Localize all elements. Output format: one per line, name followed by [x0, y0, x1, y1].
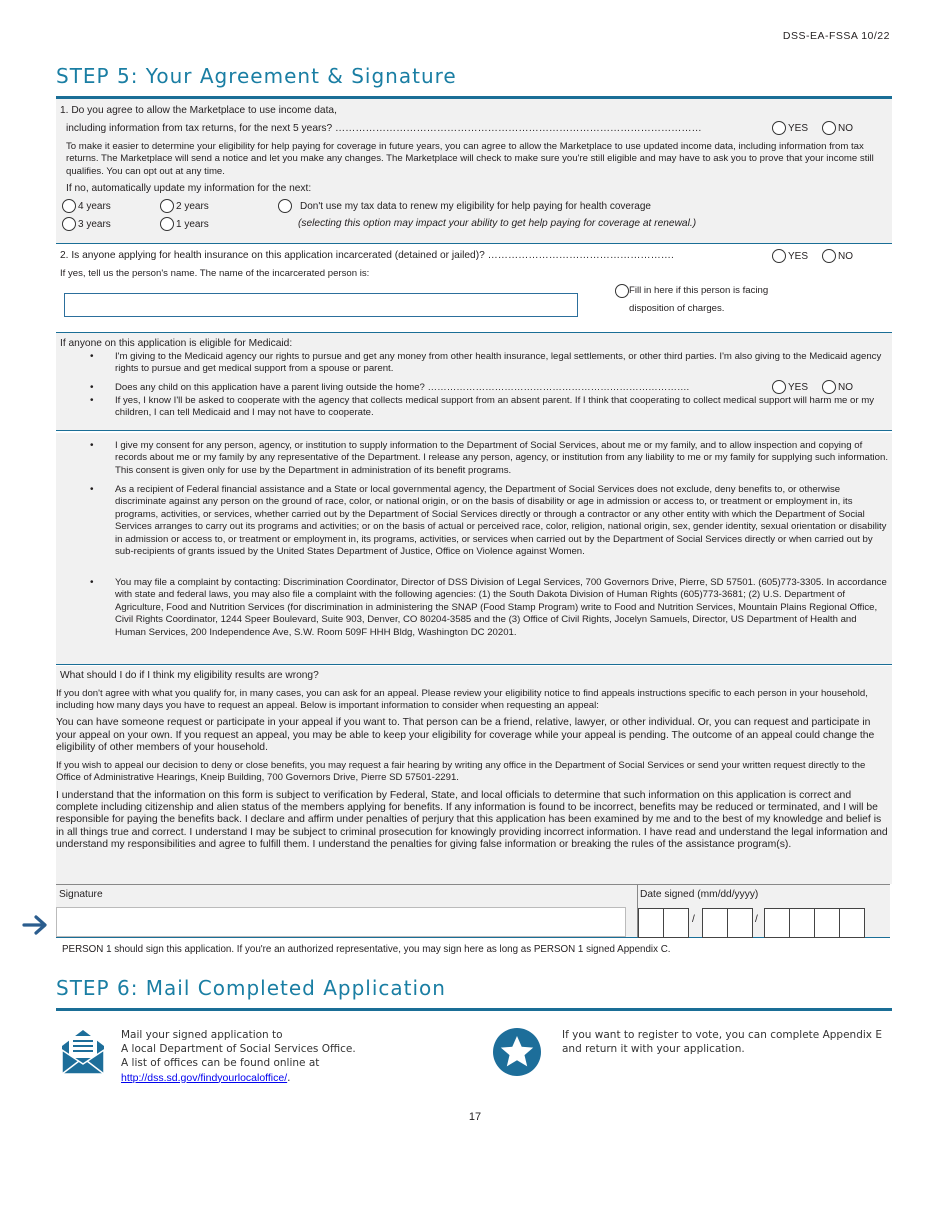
appeal-panel: [56, 666, 892, 884]
date-slash: /: [692, 914, 695, 925]
q2-question: 2. Is anyone applying for health insurance on this application incarcerated (detained or jailed)? ……………………………………………….: [60, 250, 674, 261]
q1-4years-radio[interactable]: [62, 199, 76, 213]
date-slash: /: [755, 914, 758, 925]
q2-yes-radio[interactable]: [772, 249, 786, 263]
medicaid-no-radio[interactable]: [822, 380, 836, 394]
appeal-paragraph-2: You can have someone request or participate in your appeal if you want to. That person can be a friend, relative, lawyer, or other individual. Or, you can request and participate in your appeal on your own. If you request an appeal, you may be able to keep your eligibility for coverage while your appeal is pending. The outcome of an appeal could change the eligibility of other members of your household.: [56, 717, 875, 754]
signature-row: [56, 884, 890, 938]
q1-3years-radio[interactable]: [62, 217, 76, 231]
mail-instructions: [121, 1028, 356, 1085]
date-digit-cell[interactable]: [638, 908, 664, 938]
q1-yes-radio[interactable]: [772, 121, 786, 135]
step6-rule: [56, 1008, 892, 1011]
medicaid-panel: [56, 333, 892, 431]
mail-line-1: Mail your signed application to: [121, 1029, 283, 1041]
date-digit-cell[interactable]: [663, 908, 689, 938]
star-icon: [492, 1027, 542, 1077]
date-digit-cell[interactable]: [839, 908, 865, 938]
medicaid-yes-radio[interactable]: [772, 380, 786, 394]
arrow-right-icon: [22, 914, 50, 936]
date-signed-label: Date signed (mm/dd/yyyy): [640, 889, 759, 900]
date-digit-cell[interactable]: [727, 908, 753, 938]
q1-no-radio[interactable]: [822, 121, 836, 135]
bullet: •: [90, 577, 94, 588]
form-code: DSS-EA-FSSA 10/22: [782, 30, 890, 42]
q1-dont-use-radio[interactable]: [278, 199, 292, 213]
consent-bullet-3: You may file a complaint by contacting: Discrimination Coordinator, Director of DSS Division of Legal Services, 700 Governors Drive, Pierre, SD 57501. (605)773-3305. In accordance with state and federal laws, you may also file a complaint with the following agencies: (1) the South Dakota Division of Human Rights (605)773-3681; (2) U.S. Department of Agriculture, Food and Nutrition Services (for discrimination in administering the SNAP (Food Stamp Program) write to Food and Nutrition Services, Mountain Plains Regional Office, Civil Rights Coordinator, 1244 Speer Boulevard, Suite 903, Denver, CO 80204-3585 and the (3) Office of Civil Rights, Jocelyn Samuels, Director, US Department of Health and Human Services, 200 Independence Ave, S.W. Room 509F HHH Bldg, Washington DC 20201.: [115, 577, 887, 638]
date-digit-cell[interactable]: [702, 908, 728, 938]
date-digit-cell[interactable]: [814, 908, 840, 938]
bullet: •: [90, 395, 94, 406]
q1-line1: 1. Do you agree to allow the Marketplace to use income data,: [60, 105, 337, 116]
date-digit-cell[interactable]: [764, 908, 790, 938]
date-signed-field[interactable]: [638, 908, 890, 936]
q2-if-yes: If yes, tell us the person's name. The name of the incarcerated person is:: [60, 268, 370, 279]
appeal-paragraph-1: If you don't agree with what you qualify for, in many cases, you can ask for an appeal. Please review your eligibility notice to find appeals instructions specific to each person in your household, including how many days you have to request an appeal. Below is important information to consider when requesting an appeal:: [56, 688, 868, 712]
consent-bullet-2: As a recipient of Federal financial assistance and a State or local governmental agency, the Department of Social Services does not exclude, deny benefits to, or otherwise discriminate against any person on the ground of race, color, or national origin, or on the basis of disability or age in admission or access to, or treatment or employment in, its programs, activities, or services, whether carried out by the Department of Social Services directly or through a contractor or any other entity with which the Department of Social Services arranges to carry out its programs and activities; or on the basis of actual or perceived race, color, religion, national origin, sex, gender identity, sexual orientation or disability in admission or access to, or treatment or employment in, its programs, activities, or services when carried out by the Department of Social Services directly or when carried out by sub-recipients of grants issued by the United States Department of Justice, Office on Violence against Women.: [115, 484, 887, 558]
q1-2years-radio[interactable]: [160, 199, 174, 213]
local-office-link[interactable]: http://dss.sd.gov/findyourlocaloffice/: [121, 1071, 288, 1084]
appeal-heading: What should I do if I think my eligibility results are wrong?: [60, 670, 319, 681]
q1-dont-use-option[interactable]: Don't use my tax data to renew my eligibility for help paying for health coverage: [278, 199, 651, 213]
q1-no-option[interactable]: NO: [822, 121, 853, 135]
consent-panel: [56, 433, 892, 665]
mail-line-3: A list of offices can be found online at: [121, 1057, 320, 1070]
q1-1years-option[interactable]: 1 years: [160, 217, 209, 231]
q1-4years-option[interactable]: 4 years: [62, 199, 111, 213]
disposition-label-2: disposition of charges.: [629, 303, 725, 314]
incarcerated-person-name-input[interactable]: [64, 293, 578, 317]
q1-panel: [56, 99, 892, 244]
medicaid-yes-option[interactable]: YES: [772, 380, 808, 394]
q1-line2: including information from tax returns, for the next 5 years? ………………………………………………………………………………………………: [66, 123, 702, 134]
mail-line-2: A local Department of Social Services Office.: [121, 1043, 356, 1056]
appeal-paragraph-4: I understand that the information on this form is subject to verification by Federal, State, and local officials to determine that such information on this application is correct and complete including citizenship and alien status of the members applying for benefits. If any information is found to be incorrect, benefits may be reduced or terminated, and I will be responsible for paying the benefits back. I declare and affirm under penalties of perjury that this application has been examined by me and to the best of my knowledge and belief is in all things true and correct. I understand I may be subject to criminal prosecution for knowingly providing incorrect information. I have read and understand the legal information and understand my responsibilities and agree to fulfill them. I understand the penalties for giving false information or breaking the rules of the assistance program(s).: [56, 790, 888, 850]
q1-2years-option[interactable]: 2 years: [160, 199, 209, 213]
q1-explanation: To make it easier to determine your eligibility for help paying for coverage in future years, you can agree to allow the Marketplace to use updated income data, including information from tax returns. The Marketplace will send a notice and let you make any changes. The Marketplace will check to make sure you're still eligible and may have to ask you to prove that your income still qualifies. You can opt out at any time.: [66, 141, 874, 177]
signature-note: PERSON 1 should sign this application. If you're an authorized representative, you may sign here as long as PERSON 1 signed Appendix C.: [62, 944, 671, 955]
bullet: •: [90, 440, 94, 451]
q2-no-option[interactable]: NO: [822, 249, 853, 263]
q2-no-radio[interactable]: [822, 249, 836, 263]
signature-field[interactable]: [56, 907, 626, 937]
signature-label: Signature: [59, 889, 103, 900]
q2-yes-option[interactable]: YES: [772, 249, 808, 263]
step5-title: STEP 5: Your Agreement & Signature: [56, 64, 457, 88]
medicaid-intro: If anyone on this application is eligible for Medicaid:: [60, 338, 293, 349]
vote-text: If you want to register to vote, you can complete Appendix E and return it with your application.: [562, 1029, 882, 1056]
consent-bullet-1: I give my consent for any person, agency, or institution to supply information to the Department of Social Services, about me or my family, and to allow inspection and copying of records about me or my family by any representative of the Department. I release any person, agency, or institution from any liability to me or my family for supplying such information. This consent is given only for use by the Department in administration of its benefit programs.: [115, 440, 888, 476]
bullet: •: [90, 484, 94, 495]
bullet: •: [90, 351, 94, 362]
q1-if-no: If no, automatically update my information for the next:: [66, 183, 312, 194]
medicaid-bullet-1: I'm giving to the Medicaid agency our rights to pursue and get any money from other health insurance, legal settlements, or other third parties. I'm also giving to the Medicaid agency rights to pursue and get medical support from a spouse or parent.: [115, 351, 882, 375]
q1-1years-radio[interactable]: [160, 217, 174, 231]
q2-panel: [56, 244, 892, 333]
medicaid-bullet-2: Does any child on this application have a parent living outside the home? ……………………………………………………………………….: [115, 382, 690, 393]
q1-3years-option[interactable]: 3 years: [62, 217, 111, 231]
bullet: •: [90, 382, 94, 393]
mail-link-line: http://dss.sd.gov/findyourlocaloffice/.: [121, 1071, 291, 1084]
q1-yes-option[interactable]: YES: [772, 121, 808, 135]
step6-title: STEP 6: Mail Completed Application: [56, 976, 446, 1000]
q1-dont-use-note: (selecting this option may impact your ability to get help paying for coverage at renewal.): [298, 218, 697, 229]
appeal-paragraph-3: If you wish to appeal our decision to deny or close benefits, you may request a fair hearing by writing any office in the Department of Social Services or send your written request directly to the Office of Administrative Hearings, Kneip Building, 700 Governors Drive, Pierre SD 57501-2291.: [56, 760, 866, 784]
disposition-label-1: Fill in here if this person is facing: [629, 285, 769, 296]
date-digit-cell[interactable]: [789, 908, 815, 938]
page-number: 17: [468, 1111, 482, 1123]
envelope-letter-icon: [60, 1028, 106, 1076]
medicaid-no-option[interactable]: NO: [822, 380, 853, 394]
disposition-radio[interactable]: [615, 284, 629, 298]
medicaid-bullet-3: If yes, I know I'll be asked to cooperate with the agency that collects medical support from an absent parent. If I think that cooperating to collect medical support will harm me or my children, I can tell Medicaid and I may not have to cooperate.: [115, 395, 875, 419]
